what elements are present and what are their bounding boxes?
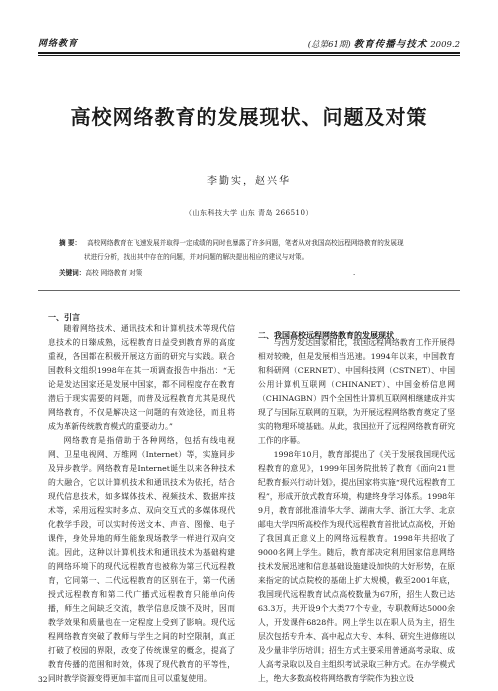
page-number: 32 <box>38 675 48 684</box>
right-column-body <box>258 336 455 686</box>
header-rule-thick <box>38 52 460 54</box>
journal-info <box>308 36 460 50</box>
decorative-dot: · <box>353 271 356 279</box>
status-paragraph-2: 1998年10月，教育部提出了《关于发展我国现代远程教育的意见》，1999年国务院批转了教育《面向21世纪教育振兴行动计划》，提出国家将实施“现代远程教育工程”，形成开放式教育环境，构建终身学习体系。1998年9月，教育部批准清华大学、湖南大学、浙江大学、北京邮电大学四所高校作为现代远程教育首批试点高校，开始了我国真正意义上的网络远程教育。1998年共招收了9000名网上学生。随后，教育部决定利用国家信息网络技术发展迅速和信息基础设施建设加快的大好形势，在原来指定的试点院校的基础上扩大规模，截至2001年底，我国现代远程教育试点高校数量为67所，招生人数已达63.3万，共开设9个大类77个专业，专职教师达5000余人，开发课件6828件。网上学生以在职人员为主，招生层次包括专升本、高中起点大专、本科、研究生进修班以及少量非学历培训；招生方式主要采用普通高考录取、成人高考录取以及自主组织考试录取三种方式。在办学模式上，绝大多数高校将网络教育学院作为独立设 <box>258 450 455 683</box>
keywords-text: 高校 网络教育 对策 <box>85 269 143 277</box>
keywords <box>59 267 439 277</box>
running-header <box>38 36 460 50</box>
article-title: 高校网络教育的发展现状、问题及对策 <box>70 105 428 129</box>
issue-total: (总第61期) <box>307 40 351 50</box>
issue-number: 2009.2 <box>430 40 460 50</box>
header-rule-thin <box>38 55 460 56</box>
abstract-label: 摘 要： <box>59 239 82 247</box>
article-authors: 李勤实，赵兴华 <box>207 176 291 187</box>
column-label: 网络教育 <box>38 39 79 49</box>
abstract-line-2: 状进行分析，找出其中存在的问题，并对问题的解决提出相应的建议与对策。 <box>84 253 309 261</box>
author-affiliation: （山东科技大学 山东 青岛 266510） <box>185 209 313 217</box>
abstract <box>59 236 439 264</box>
intro-paragraph-2: 网络教育是指借助于各种网络，包括有线电视网、卫星电视网、万维网（Internet）等，实施同步及异步教学。网络教育是Internet诞生以来各种技术的大融合，它以计算机技术和通讯技术为依托，结合现代信息技术，如多媒体技术、视频技术、数据库技术等，采用远程实时多点、双向交互式的多媒体现代化教学手段，可以实时传送文本、声音、图像、电子课件，身处异地的师生能象现场教学一样进行双向交流。因此，这种以计算机技术和通讯技术为基础构建的网络环境下的现代远程教育也被称为第三代远程教育，它同第一、二代远程教育的区别在于，第一代函授式远程教育和第二代广播式远程教育只能单向传播，师生之间缺乏交流，教学信息反馈不及时，因而教学效果和质量也在一定程度上受到了影响。现代远程网络教育突破了教师与学生之间的时空限制，真正打破了校园的界限，改变了传统课堂的概念，提高了教育传播的范围和时效，体现了现代教育的平等性，同时教学资源变得更加丰富而且可以重复使用。 <box>48 436 235 683</box>
section-heading-text: 二、我国高校远程网络教育的发展现状 <box>258 330 394 340</box>
abstract-line-1: 高校网络教育在飞速发展并取得一定成绩的同时也暴露了许多问题，笔者从对我国高校远程网络教育的发展现 <box>87 239 404 247</box>
intro-paragraph-1: 随着网络技术、通讯技术和计算机技术等现代信息技术的日臻成熟，远程教育日益受到教育界的高度重视，各国都在积极开展这方面的研究与实践。联合国教科文组织1998年在其一项调查报告中指出：“无论是发达国家还是发展中国家，都不同程度存在教育潜后于现实需要的问题，而普及远程教育尤其是现代网络教育，不仅是解决这一问题的有效途径，而且将成为革新传统教育模式的重要动力。” <box>48 324 235 431</box>
status-paragraph-1: 与西方发达国家相比，我国远程网络教育工作开展得相对较晚，但是发展相当迅速。1994年以来，中国教育和科研网（CERNET）、中国科技网（CSTNET）、中国公用计算机互联网（CHINANET）、中国金桥信息网（CHINAGBN）四个全国性计算机互联网相继建成并实现了与国际互联网的互联，为开展远程网络教育奠定了坚实的物理环境基础。从此，我国拉开了远程网络教育研究工作的序幕。 <box>258 338 455 445</box>
left-column-body <box>48 322 235 686</box>
keywords-label: 关键词： <box>59 269 86 277</box>
section-heading-text: 一、引言 <box>48 312 80 322</box>
abstract-rule <box>38 290 460 291</box>
journal-name: 教育传播与技术 <box>353 39 428 50</box>
